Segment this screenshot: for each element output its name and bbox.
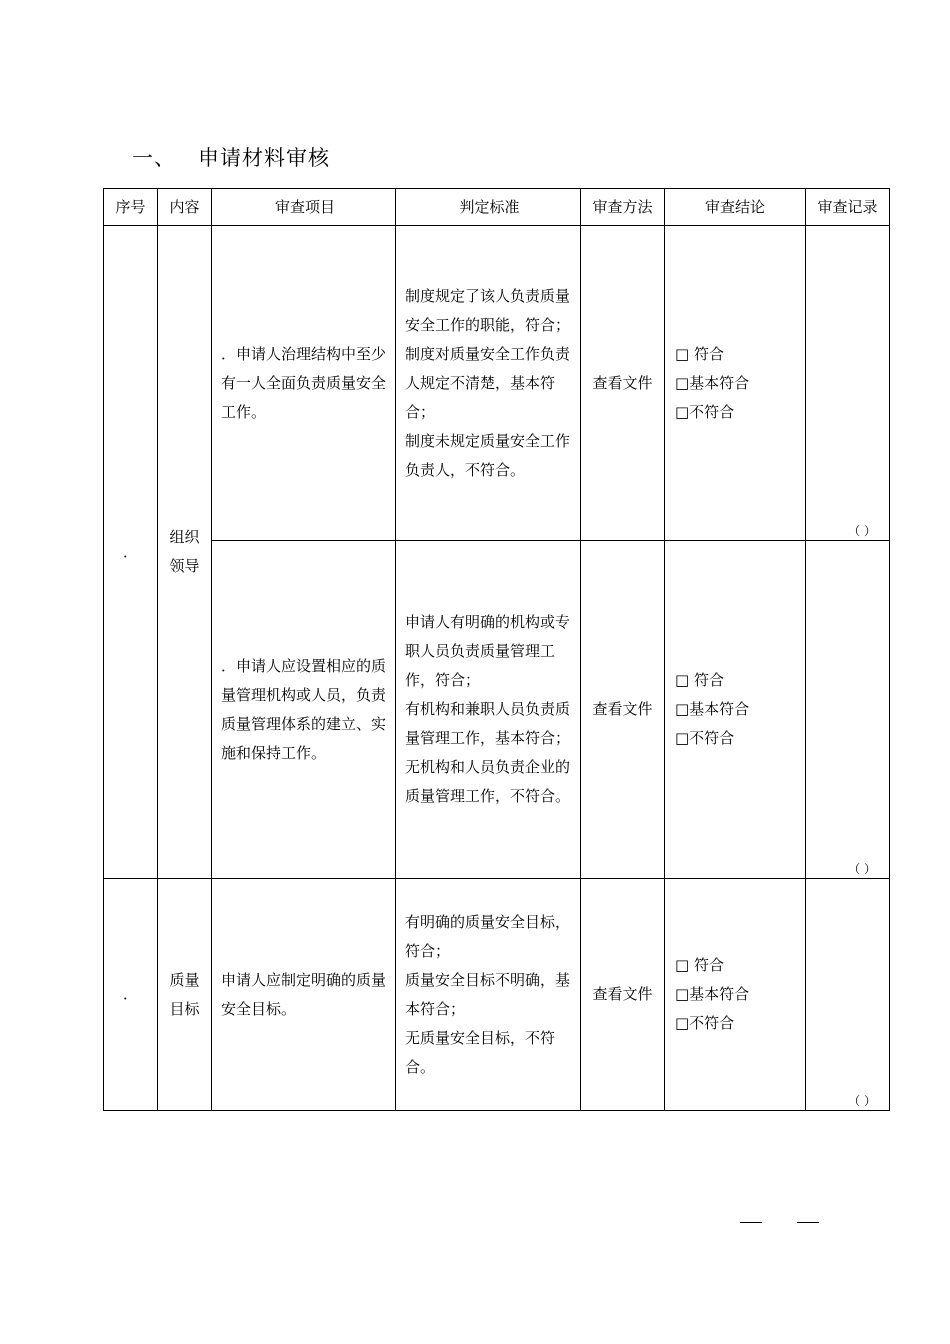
header-record: 审查记录 [806, 189, 890, 226]
option-basic-conform[interactable]: □基本符合 [675, 700, 750, 718]
page-number-dash-right [797, 1222, 819, 1223]
header-method: 审查方法 [581, 189, 665, 226]
option-conform[interactable]: □ 符合 [675, 956, 724, 974]
row-method: 查看文件 [581, 226, 665, 541]
section-heading [132, 142, 330, 172]
row-standard: 有明确的质量安全目标，符合； 质量安全目标不明确，基本符合； 无质量安全目标，不符合。 [396, 879, 581, 1111]
record-paren: （ ） [848, 1094, 876, 1108]
row-item: ．申请人治理结构中至少有一人全面负责质量安全工作。 [212, 226, 396, 541]
row-method: 查看文件 [581, 541, 665, 879]
option-basic-conform[interactable]: □基本符合 [675, 373, 750, 392]
option-nonconform[interactable]: □不符合 [675, 729, 735, 747]
row-seq: ． [104, 226, 158, 879]
page-number-dash-left [740, 1222, 762, 1223]
record-paren: （ ） [848, 862, 876, 876]
row-item: ．申请人应设置相应的质量管理机构或人员，负责质量管理体系的建立、实施和保持工作。 [212, 541, 396, 879]
section-title: 申请材料审核 [198, 146, 330, 170]
row-standard: 制度规定了该人负责质量安全工作的职能，符合； 制度对质量安全工作负责人规定不清楚，基本符合； 制度未规定质量安全工作负责人，不符合。 [396, 226, 581, 541]
row-item: 申请人应制定明确的质量安全目标。 [212, 879, 396, 1111]
row-result [665, 541, 806, 879]
header-content: 内容 [158, 189, 212, 226]
row-record[interactable] [806, 226, 890, 541]
header-seq: 序号 [104, 189, 158, 226]
row-result [665, 226, 806, 541]
option-conform[interactable]: □ 符合 [675, 671, 724, 689]
section-number: 一、 [132, 146, 176, 170]
row-content: 组织 领导 [158, 226, 212, 879]
row-seq: ． [104, 879, 158, 1111]
table-header-row [104, 189, 890, 226]
header-item: 审查项目 [212, 189, 396, 226]
row-record[interactable] [806, 879, 890, 1111]
row-result [665, 879, 806, 1111]
row-standard: 申请人有明确的机构或专职人员负责质量管理工作，符合； 有机构和兼职人员负责质量管理工作，基本符合； 无机构和人员负责企业的质量管理工作，不符合。 [396, 541, 581, 879]
table-row [104, 541, 890, 879]
table-row [104, 879, 890, 1111]
option-basic-conform[interactable]: □基本符合 [675, 985, 750, 1003]
option-conform[interactable]: □ 符合 [675, 344, 724, 363]
record-paren: （ ） [848, 524, 876, 538]
header-standard: 判定标准 [396, 189, 581, 226]
row-record[interactable] [806, 541, 890, 879]
option-nonconform[interactable]: □不符合 [675, 402, 735, 421]
row-content: 质量 目标 [158, 879, 212, 1111]
option-nonconform[interactable]: □不符合 [675, 1014, 735, 1032]
header-result: 审查结论 [665, 189, 806, 226]
row-method: 查看文件 [581, 879, 665, 1111]
table-row [104, 226, 890, 541]
review-table [103, 188, 890, 1111]
